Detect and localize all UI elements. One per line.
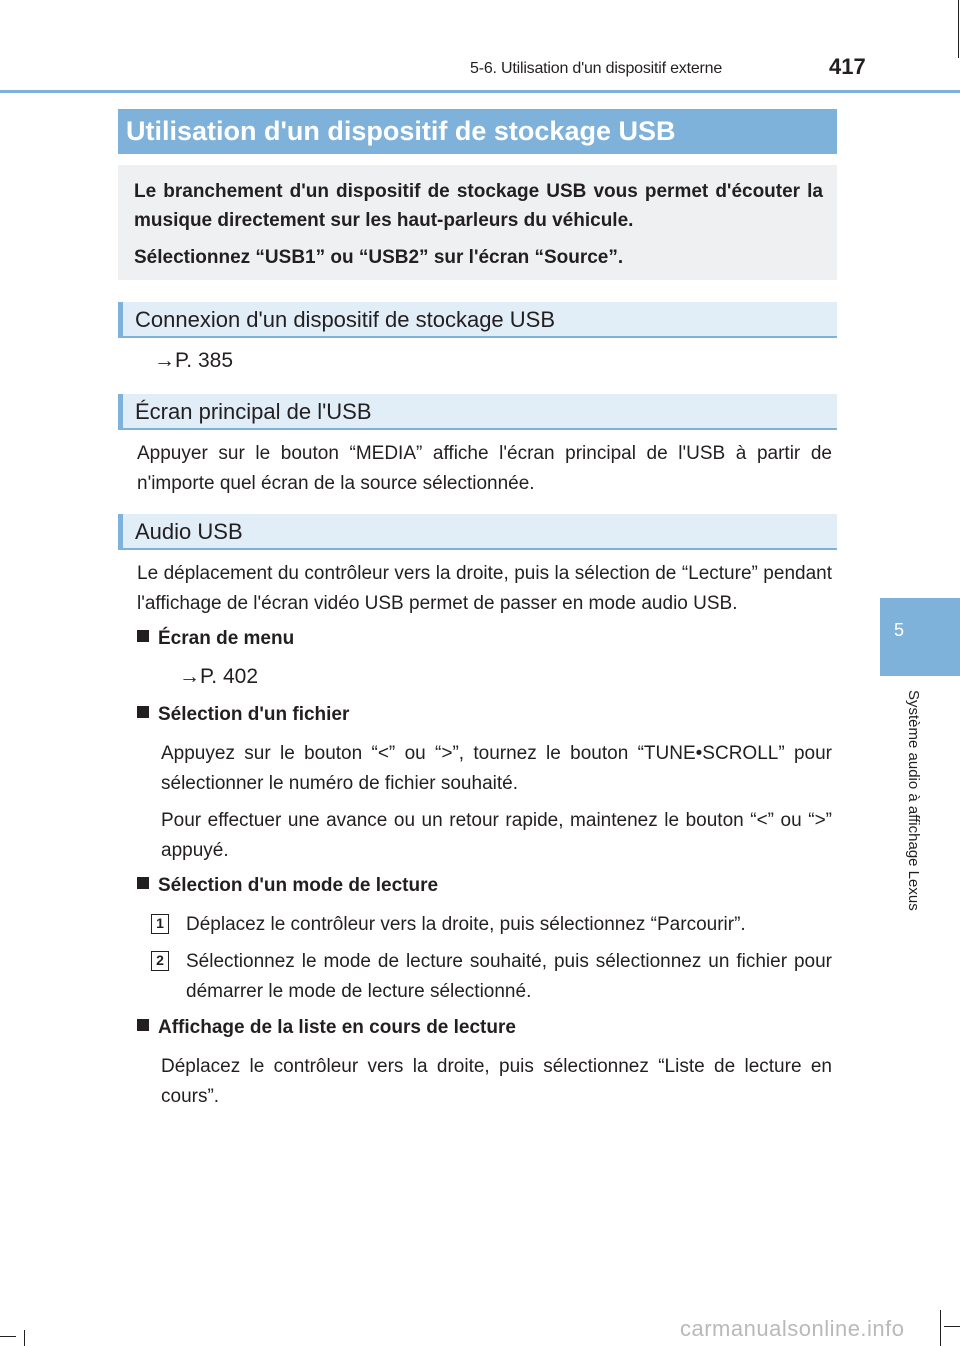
- section-heading: Connexion d'un dispositif de stockage USB: [118, 302, 837, 338]
- section-heading: Audio USB: [118, 514, 837, 550]
- step-text: Sélectionnez le mode de lecture souhaité, puis sélectionnez un fichier pour démarrer le mode de lecture sélectionné.: [186, 951, 832, 1002]
- step-text: Déplacez le contrôleur vers la droite, puis sélectionnez “Parcourir”.: [186, 914, 746, 935]
- section-heading: Écran principal de l'USB: [118, 394, 837, 430]
- square-bullet-icon: [137, 1019, 149, 1031]
- intro-paragraph: Sélectionnez “USB1” ou “USB2” sur l'écran “Source”.: [134, 247, 624, 268]
- crop-mark: [944, 1326, 960, 1327]
- section-body: Appuyer sur le bouton “MEDIA” affiche l'écran principal de l'USB à partir de n'importe quel écran de la source sélectionnée.: [137, 443, 832, 494]
- header-rule: [0, 90, 960, 93]
- chapter-tab-number: 5: [893, 620, 904, 640]
- page-reference-link[interactable]: →P. 402: [179, 665, 259, 688]
- watermark: carmanualsonline.info: [680, 1316, 905, 1341]
- square-bullet-icon: [137, 706, 149, 718]
- intro-box: [118, 165, 837, 280]
- step-number: 1: [151, 914, 169, 934]
- running-header-section: 5-6. Utilisation d'un dispositif externe: [470, 60, 723, 77]
- subsection-body: Pour effectuer une avance ou un retour rapide, maintenez le bouton “<” ou “>” appuyé.: [161, 810, 832, 861]
- step-number: 2: [151, 951, 169, 971]
- subsection-heading: Écran de menu: [137, 628, 294, 650]
- subsection-heading: Sélection d'un mode de lecture: [137, 875, 438, 897]
- crop-mark: [958, 0, 959, 58]
- subsection-body: Appuyez sur le bouton “<” ou “>”, tournez le bouton “TUNE•SCROLL” pour sélectionner le numéro de fichier souhaité.: [161, 743, 832, 794]
- page-number: 417: [829, 54, 866, 79]
- crop-mark: [940, 1310, 941, 1346]
- page-title: Utilisation d'un dispositif de stockage USB: [118, 109, 837, 154]
- square-bullet-icon: [137, 877, 149, 889]
- subsection-body: Déplacez le contrôleur vers la droite, puis sélectionnez “Liste de lecture en cours”.: [161, 1056, 832, 1107]
- crop-mark: [0, 1336, 16, 1337]
- square-bullet-icon: [137, 630, 149, 642]
- subsection-heading: Sélection d'un fichier: [137, 704, 349, 726]
- section-body: Le déplacement du contrôleur vers la droite, puis la sélection de “Lecture” pendant l'affichage de l'écran vidéo USB permet de passer en mode audio USB.: [137, 563, 832, 614]
- page-reference-link[interactable]: →P. 385: [154, 349, 234, 372]
- intro-paragraph: Le branchement d'un dispositif de stockage USB vous permet d'écouter la musique directement sur les haut-parleurs du véhicule.: [134, 181, 823, 231]
- chapter-tab-label: Système audio à affichage Lexus: [905, 690, 922, 911]
- crop-mark: [24, 1330, 25, 1346]
- subsection-heading: Affichage de la liste en cours de lecture: [137, 1017, 516, 1039]
